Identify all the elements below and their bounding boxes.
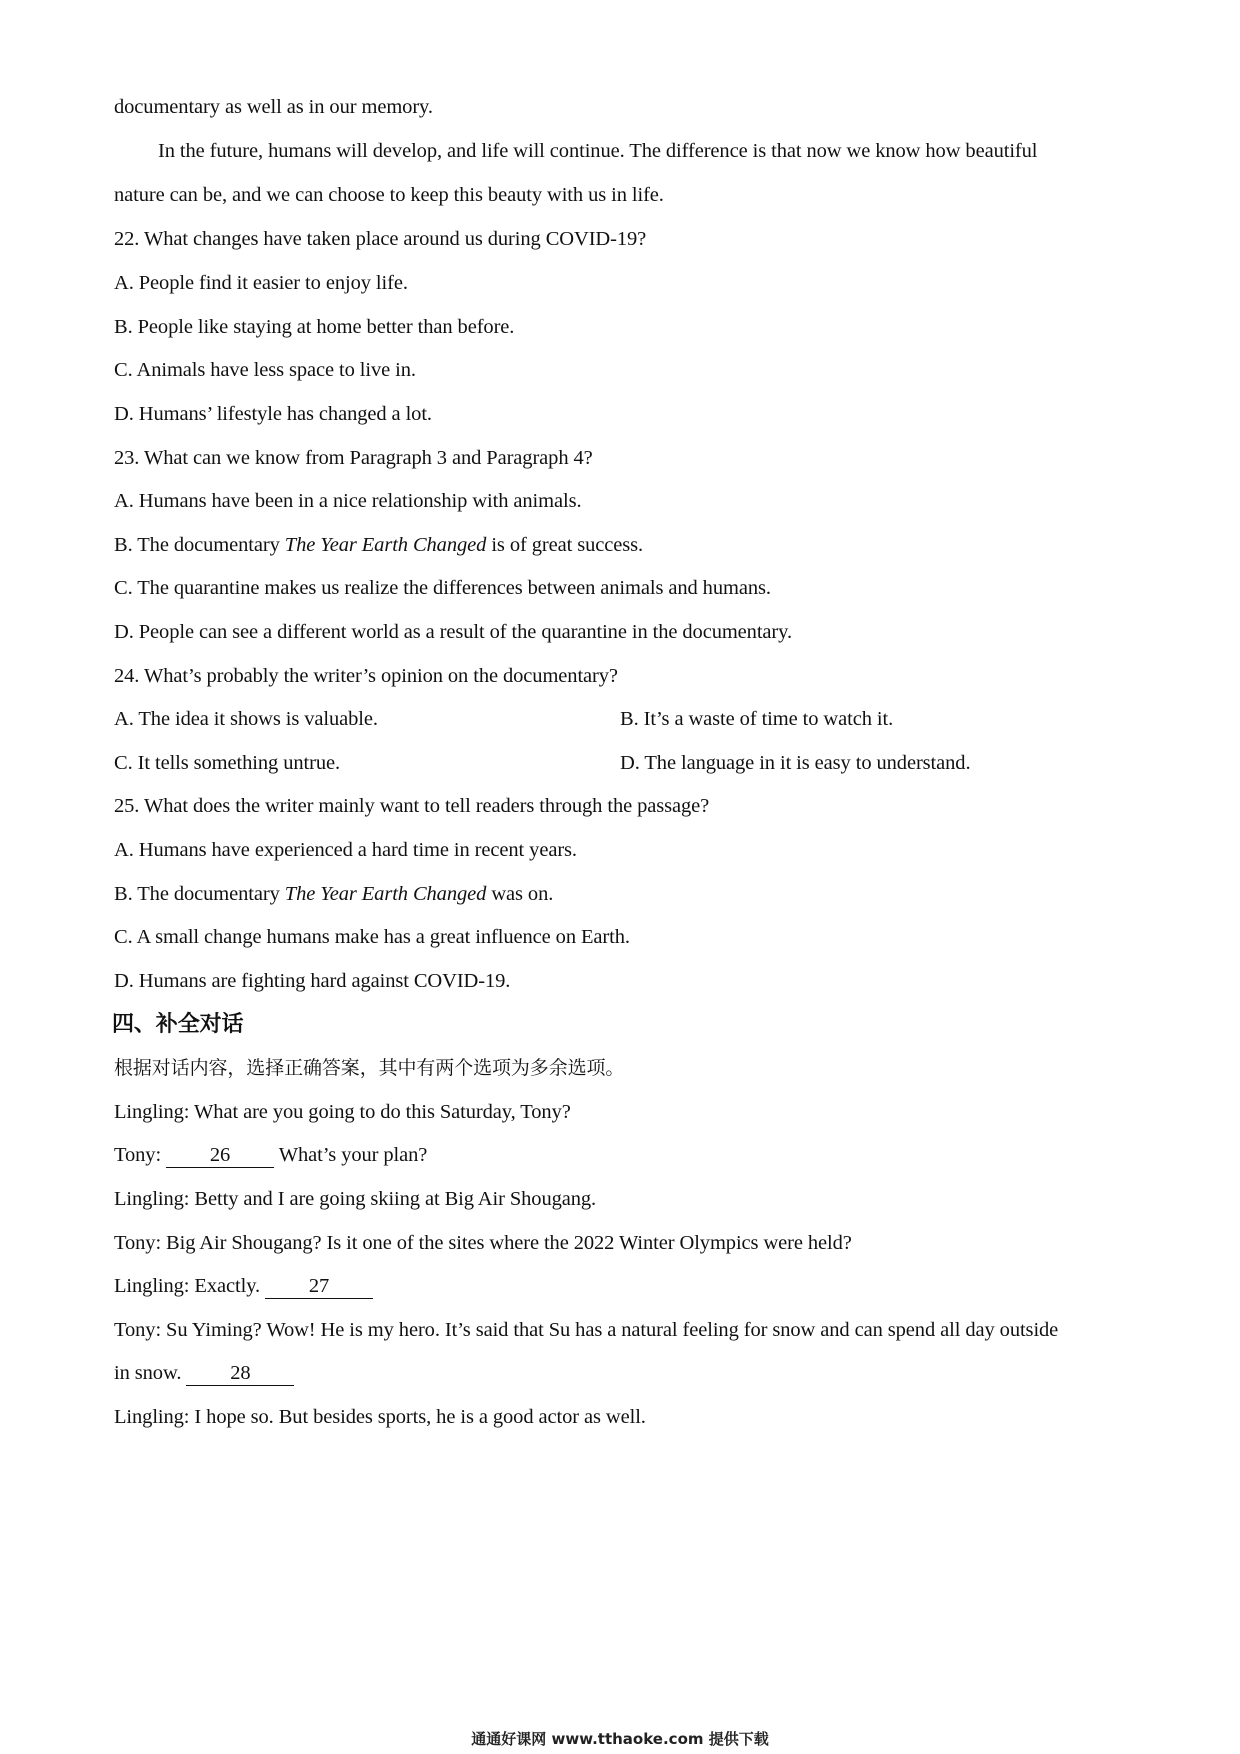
option-text: B. The documentary bbox=[114, 883, 285, 905]
dialogue-line bbox=[114, 1272, 373, 1300]
dialogue-text: in snow. bbox=[114, 1362, 187, 1384]
question-23-option-a: A. Humans have been in a nice relationship with animals. bbox=[114, 490, 582, 512]
question-25-option-d: D. Humans are fighting hard against COVID-19. bbox=[114, 970, 511, 992]
documentary-title: The Year Earth Changed bbox=[284, 883, 487, 905]
question-23-stem: 23. What can we know from Paragraph 3 and Paragraph 4? bbox=[114, 447, 593, 469]
dialogue-line bbox=[114, 1359, 294, 1387]
dialogue-line bbox=[114, 1141, 427, 1169]
question-23-option-b bbox=[114, 531, 643, 559]
question-24-stem: 24. What’s probably the writer’s opinion on the documentary? bbox=[114, 665, 618, 687]
question-22-stem: 22. What changes have taken place around us during COVID-19? bbox=[114, 228, 647, 250]
question-22-option-d: D. Humans’ lifestyle has changed a lot. bbox=[114, 403, 432, 425]
dialogue-line: Tony: Big Air Shougang? Is it one of the sites where the 2022 Winter Olympics were held? bbox=[114, 1232, 852, 1254]
answer-blank-27: 27 bbox=[265, 1274, 373, 1299]
passage-line: documentary as well as in our memory. bbox=[114, 96, 433, 118]
answer-blank-26: 26 bbox=[166, 1143, 274, 1168]
speaker-text: Tony: bbox=[114, 1144, 167, 1166]
documentary-title: The Year Earth Changed bbox=[284, 534, 487, 556]
dialogue-line: Lingling: I hope so. But besides sports, he is a good actor as well. bbox=[114, 1406, 646, 1428]
question-25-option-a: A. Humans have experienced a hard time in recent years. bbox=[114, 839, 577, 861]
passage-line: In the future, humans will develop, and life will continue. The difference is that now we know how beautiful bbox=[158, 140, 1038, 162]
question-25-stem: 25. What does the writer mainly want to tell readers through the passage? bbox=[114, 795, 710, 817]
dialogue-text: What’s your plan? bbox=[274, 1144, 428, 1166]
question-22-option-a: A. People find it easier to enjoy life. bbox=[114, 272, 408, 294]
section-heading: 四、补全对话 bbox=[112, 1012, 244, 1037]
speaker-text: Lingling: Exactly. bbox=[114, 1275, 266, 1297]
question-24-option-c: C. It tells something untrue. bbox=[114, 752, 340, 774]
answer-blank-28: 28 bbox=[186, 1361, 294, 1386]
question-22-option-c: C. Animals have less space to live in. bbox=[114, 359, 416, 381]
dialogue-line: Lingling: What are you going to do this Saturday, Tony? bbox=[114, 1101, 571, 1123]
dialogue-line: Lingling: Betty and I are going skiing at Big Air Shougang. bbox=[114, 1188, 597, 1210]
dialogue-line: Tony: Su Yiming? Wow! He is my hero. It’s said that Su has a natural feeling for snow and can spend all day outside bbox=[114, 1319, 1059, 1341]
question-24-option-d: D. The language in it is easy to understand. bbox=[620, 752, 971, 774]
question-23-option-c: C. The quarantine makes us realize the differences between animals and humans. bbox=[114, 577, 771, 599]
question-24-option-b: B. It’s a waste of time to watch it. bbox=[620, 708, 894, 730]
page-footer: 通通好课网 www.tthaoke.com 提供下载 bbox=[471, 1730, 769, 1748]
question-25-option-c: C. A small change humans make has a great influence on Earth. bbox=[114, 926, 630, 948]
passage-line: nature can be, and we can choose to keep this beauty with us in life. bbox=[114, 184, 664, 206]
question-22-option-b: B. People like staying at home better than before. bbox=[114, 316, 515, 338]
option-text: B. The documentary bbox=[114, 534, 285, 556]
question-25-option-b bbox=[114, 880, 553, 908]
option-text: is of great success. bbox=[486, 534, 644, 556]
section-instruction: 根据对话内容，选择正确答案，其中有两个选项为多余选项。 bbox=[114, 1057, 625, 1079]
question-24-option-a: A. The idea it shows is valuable. bbox=[114, 708, 378, 730]
question-23-option-d: D. People can see a different world as a result of the quarantine in the documentary. bbox=[114, 621, 793, 643]
option-text: was on. bbox=[486, 883, 554, 905]
